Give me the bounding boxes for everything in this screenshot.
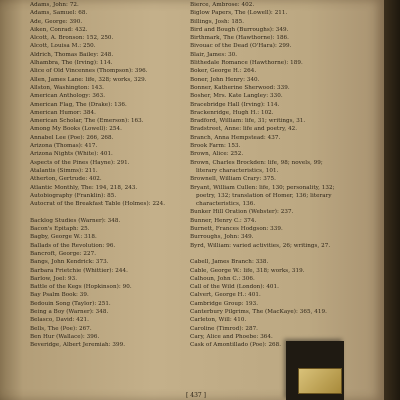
index-entry: American Flag, The (Drake): 136.	[30, 101, 127, 108]
index-entry: American Scholar, The (Emerson): 163.	[30, 118, 144, 125]
index-entry: Alcott, Louisa M.: 250.	[30, 43, 96, 50]
index-entry: Burnett, Frances Hodgson: 339.	[190, 226, 283, 233]
index-entry: Brown, Alice: 252.	[190, 151, 244, 158]
index-entry: Bagby, George W.: 318.	[30, 234, 97, 241]
index-entry: Belasco, David: 421.	[30, 317, 89, 324]
index-entry: Caroline (Timrod): 287.	[190, 325, 259, 332]
index-entry: Being a Boy (Warner): 348.	[30, 308, 109, 315]
index-entry: Allston, Washington: 143.	[30, 84, 104, 91]
index-entry: American Humor: 384.	[30, 109, 96, 116]
index-entry: Byrd, William: varied activities, 26; writings, 27.	[190, 242, 331, 249]
index-entry: Bradford, William: life, 31; writings, 31.	[190, 118, 306, 125]
index-entry: Annabel Lee (Poe): 266, 268.	[30, 134, 114, 141]
index-entry: Calvert, George H.: 401.	[190, 292, 261, 299]
index-entry: Brook Farm: 153.	[190, 143, 241, 150]
index-entry: Bierce, Ambrose: 402.	[190, 2, 255, 8]
index-entry: Blithedale Romance (Hawthorne): 189.	[190, 60, 303, 67]
index-entry: Bedouin Song (Taylor): 251.	[30, 300, 111, 307]
index-entry: Bracebridge Hall (Irving): 114.	[190, 101, 280, 108]
index-entry: Bryant, William Cullen: life, 130; personality, 132; poetry, 132; translation of Homer, 136; literary characteristics, 136.	[190, 184, 335, 208]
index-entry: Ballads of the Revolution: 96.	[30, 242, 116, 249]
index-entry: Adams, Samuel: 68.	[30, 10, 88, 17]
index-entry: Arizona (Thomas): 417.	[30, 143, 98, 150]
index-column-left	[30, 0, 178, 349]
book-edge	[384, 0, 400, 400]
index-entry: Burroughs, John: 349.	[190, 234, 254, 241]
index-entry: Ben Hur (Wallace): 396.	[30, 333, 100, 340]
index-entry: Blair, James: 30.	[190, 51, 238, 58]
index-entry: Call of the Wild (London): 401.	[190, 284, 279, 291]
index-entry: Barbara Frietchie (Whittier): 244.	[30, 267, 128, 274]
index-column-right	[190, 0, 340, 349]
index-entry: Aspects of the Pines (Hayne): 291.	[30, 159, 130, 166]
index-entry: Boker, George H.: 264.	[190, 68, 257, 75]
index-entry: Autobiography (Franklin): 85.	[30, 192, 117, 199]
index-entry: Bonner, Katherine Sherwood: 339.	[190, 84, 290, 91]
index-entry: Brackenridge, Hugh H.: 102.	[190, 109, 274, 116]
index-entry: Cable, George W.: life, 318; works, 319.	[190, 267, 305, 274]
index-entry: Battle of the Kegs (Hopkinson): 90.	[30, 284, 132, 291]
index-entry: Bells, The (Poe): 267.	[30, 325, 92, 332]
index-entry: Bancroft, George: 227.	[30, 250, 97, 257]
page-number: [ 437 ]	[186, 392, 206, 399]
index-entry: Bosher, Mrs. Kate Langley: 330.	[190, 93, 283, 100]
index-entry: Canterbury Pilgrims, The (MacKaye): 365, 419.	[190, 308, 327, 315]
index-entry: Atalantis (Simms): 211.	[30, 167, 98, 174]
index-entry: Alcott, A. Bronson: 152, 250.	[30, 35, 114, 42]
index-entry: Beveridge, Albert Jeremiah: 399.	[30, 342, 126, 349]
index-entry: Calhoun, John C.: 306.	[190, 275, 255, 282]
index-entry: Adams, John: 72.	[30, 2, 79, 8]
index-entry: Aldrich, Thomas Bailey: 248.	[30, 51, 114, 58]
index-entry: Boner, John Henry: 340.	[190, 76, 260, 83]
index-entry: Arizona Nights (White): 401.	[30, 151, 113, 158]
index-entry: Autocrat of the Breakfast Table (Holmes): 224.	[30, 201, 166, 208]
index-entry: Cask of Amontillado (Poe): 268.	[190, 342, 282, 349]
index-entry: Brownell, William Crary: 375.	[190, 176, 276, 183]
index-entry: Among My Books (Lowell): 254.	[30, 126, 122, 133]
index-entry: Atlantic Monthly, The: 194, 218, 243.	[30, 184, 138, 191]
index-entry: Bivouac of the Dead (O'Hara): 299.	[190, 43, 292, 50]
index-entry: Bird and Bough (Burroughs): 349.	[190, 26, 289, 33]
index-entry: Bay Psalm Book: 39.	[30, 292, 89, 299]
index-entry: Birthmark, The (Hawthorne): 186.	[190, 35, 289, 42]
index-entry: Billings, Josh: 185.	[190, 18, 245, 25]
index-entry: Bangs, John Kendrick: 373.	[30, 259, 109, 266]
index-entry: Biglow Papers, The (Lowell): 211.	[190, 10, 288, 17]
index-entry: American Anthology: 363.	[30, 93, 106, 100]
index-entry: Allen, James Lane: life, 328; works, 329.	[30, 76, 147, 83]
index-entry: Barlow, Joel: 93.	[30, 275, 78, 282]
index-entry: Carleton, Will: 410.	[190, 317, 247, 324]
index-entry: Ade, George: 390.	[30, 18, 83, 25]
index-entry: Bradstreet, Anne: life and poetry, 42.	[190, 126, 298, 133]
index-entry: Backlog Studies (Warner): 348.	[30, 217, 121, 224]
bookmark-label-plate	[298, 368, 342, 394]
index-entry: Alhambra, The (Irving): 114.	[30, 60, 113, 67]
index-entry: Bunker Hill Oration (Webster): 237.	[190, 209, 294, 216]
index-entry: Bunner, Henry C.: 374.	[190, 217, 257, 224]
index-entry: Cabell, James Branch: 338.	[190, 259, 269, 266]
index-entry: Brown, Charles Brockden: life, 98; novels, 99; literary characteristics, 101.	[190, 159, 323, 174]
index-entry: Cambridge Group: 193.	[190, 300, 259, 307]
index-entry: Alice of Old Vincennes (Thompson): 396.	[30, 68, 148, 75]
index-entry: Bacon's Epitaph: 25.	[30, 226, 90, 233]
index-entry: Cary, Alice and Phoebe: 364.	[190, 333, 273, 340]
index-entry: Branch, Anna Hempstead: 437.	[190, 134, 281, 141]
index-entry: Atherton, Gertrude: 402.	[30, 176, 102, 183]
index-entry: Aiken, Conrad: 432.	[30, 26, 88, 33]
